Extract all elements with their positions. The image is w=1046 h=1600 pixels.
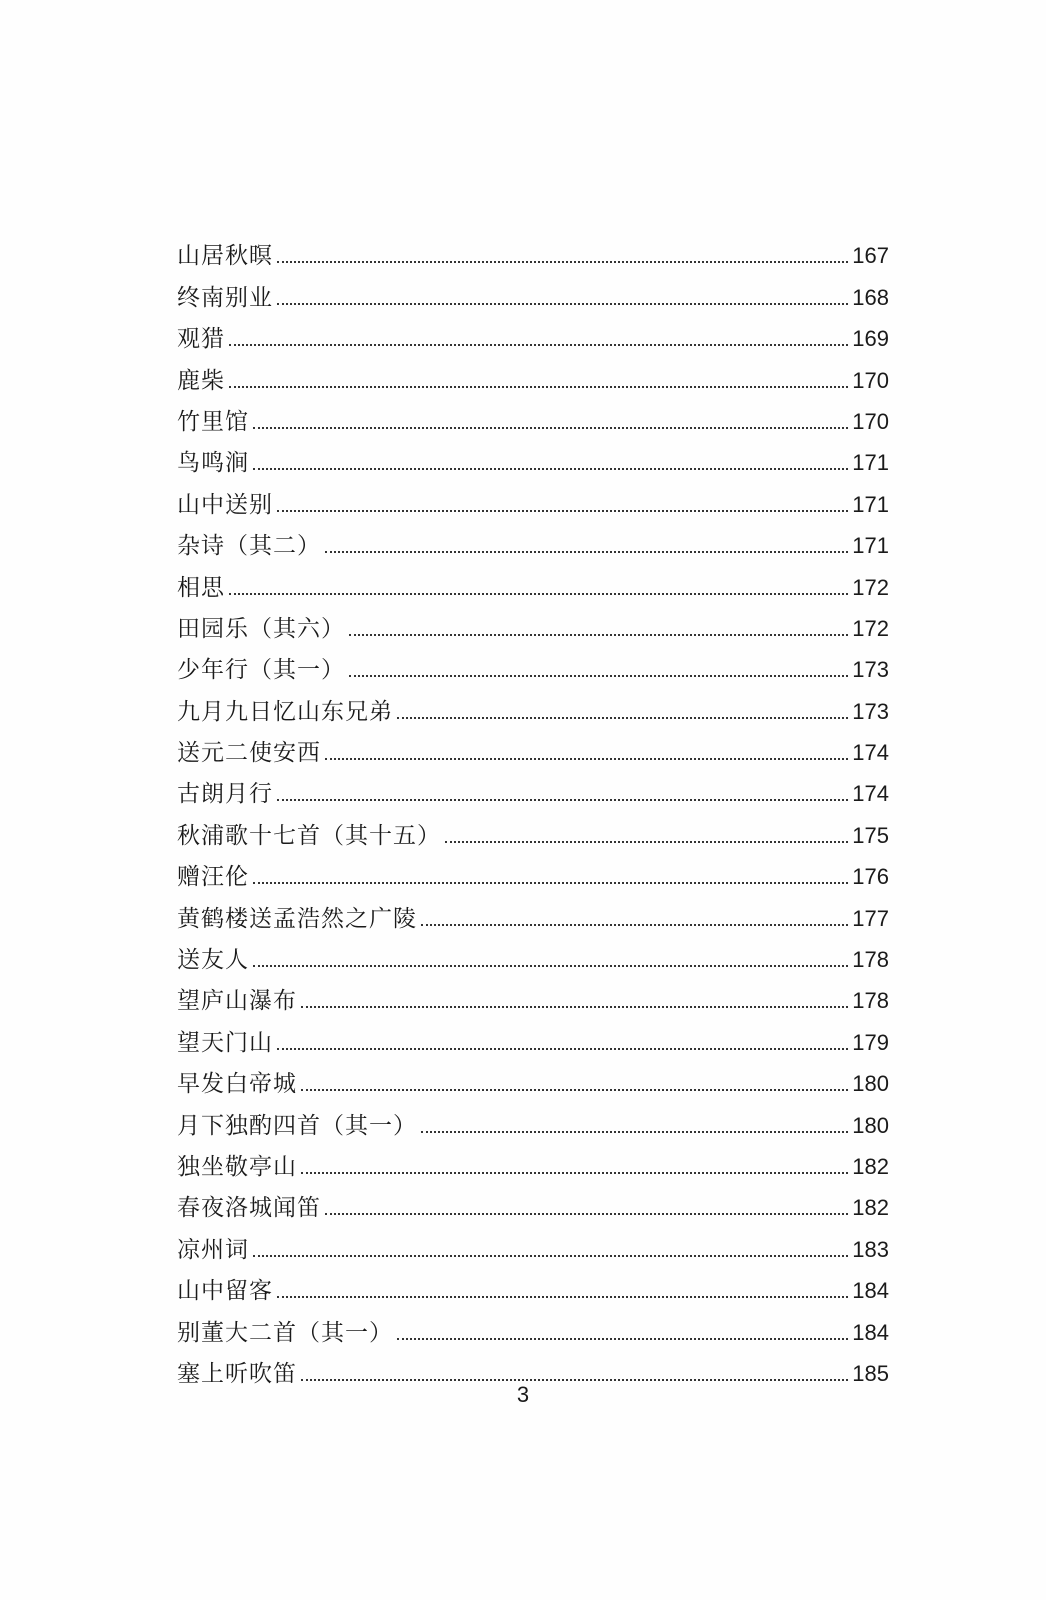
toc-entry — [177, 436, 889, 477]
toc-entry-title: 九月九日忆山东兄弟 — [177, 698, 393, 725]
toc-entry-title: 早发白帝城 — [177, 1071, 297, 1098]
toc-entry-title: 秋浦歌十七首（其十五） — [177, 822, 441, 849]
dot-leader — [349, 634, 848, 636]
toc-entry-title: 鸟鸣涧 — [177, 450, 249, 477]
toc-entry — [177, 395, 889, 436]
toc-entry-title: 终南别业 — [177, 284, 273, 311]
dot-leader — [421, 1131, 848, 1133]
dot-leader — [229, 344, 848, 346]
toc-entry-title: 送元二使安西 — [177, 740, 321, 767]
toc-entry-page: 182 — [852, 1153, 889, 1179]
toc-entry-page: 183 — [852, 1236, 889, 1262]
toc-entry-page: 170 — [852, 367, 889, 393]
toc-entry — [177, 808, 889, 849]
dot-leader — [397, 717, 848, 719]
toc-entry — [177, 1057, 889, 1098]
toc-entry — [177, 229, 889, 270]
dot-leader — [301, 1089, 848, 1091]
toc-entry-page: 167 — [852, 243, 889, 269]
toc-entry-title: 赠汪伦 — [177, 864, 249, 891]
toc-entry-title: 鹿柴 — [177, 367, 225, 394]
toc-entry — [177, 1015, 889, 1056]
toc-entry — [177, 1264, 889, 1305]
toc-entry-page: 176 — [852, 864, 889, 890]
dot-leader — [301, 1172, 848, 1174]
dot-leader — [445, 841, 848, 843]
toc-entry-title: 独坐敬亭山 — [177, 1153, 297, 1180]
toc-entry — [177, 1181, 889, 1222]
toc-entry-page: 171 — [852, 491, 889, 517]
toc-entry — [177, 1140, 889, 1181]
toc-entry — [177, 767, 889, 808]
toc-entry-page: 171 — [852, 533, 889, 559]
dot-leader — [277, 510, 848, 512]
dot-leader — [301, 1006, 848, 1008]
toc-entry — [177, 477, 889, 518]
toc-entry-page: 170 — [852, 408, 889, 434]
toc-entry-title: 黄鹤楼送孟浩然之广陵 — [177, 905, 417, 932]
toc-entry-page: 175 — [852, 822, 889, 848]
dot-leader — [277, 799, 848, 801]
toc-entry — [177, 602, 889, 643]
toc-entry — [177, 684, 889, 725]
dot-leader — [253, 882, 848, 884]
toc-entry-page: 174 — [852, 740, 889, 766]
toc-entry-page: 185 — [852, 1360, 889, 1386]
toc-entry — [177, 1305, 889, 1346]
dot-leader — [253, 427, 848, 429]
toc-entry-page: 179 — [852, 1029, 889, 1055]
toc-entry — [177, 850, 889, 891]
toc-entry-page: 182 — [852, 1195, 889, 1221]
toc-entry-page: 178 — [852, 947, 889, 973]
toc-entry — [177, 643, 889, 684]
toc-entry-page: 180 — [852, 1112, 889, 1138]
toc-entry-title: 春夜洛城闻笛 — [177, 1195, 321, 1222]
dot-leader — [277, 261, 848, 263]
toc-entry — [177, 891, 889, 932]
dot-leader — [325, 758, 848, 760]
dot-leader — [349, 675, 848, 677]
toc-entry-title: 月下独酌四首（其一） — [177, 1112, 417, 1139]
toc-entry-title: 杂诗（其二） — [177, 533, 321, 560]
dot-leader — [253, 468, 848, 470]
dot-leader — [253, 1255, 848, 1257]
dot-leader — [277, 303, 848, 305]
toc-entry — [177, 270, 889, 311]
dot-leader — [301, 1379, 848, 1381]
dot-leader — [229, 386, 848, 388]
toc-entry-title: 观猎 — [177, 326, 225, 353]
dot-leader — [277, 1048, 848, 1050]
dot-leader — [277, 1296, 848, 1298]
toc-entry — [177, 312, 889, 353]
toc-entry-page: 177 — [852, 905, 889, 931]
toc-entry-page: 178 — [852, 988, 889, 1014]
toc-entry-page: 173 — [852, 657, 889, 683]
toc-entry-page: 180 — [852, 1071, 889, 1097]
toc-entry-title: 山中送别 — [177, 491, 273, 518]
toc-entry-title: 古朗月行 — [177, 781, 273, 808]
toc-entry-page: 171 — [852, 450, 889, 476]
toc-entry — [177, 353, 889, 394]
dot-leader — [397, 1338, 848, 1340]
toc-entry-title: 凉州词 — [177, 1236, 249, 1263]
toc-entry-title: 望庐山瀑布 — [177, 988, 297, 1015]
toc-entry — [177, 560, 889, 601]
toc-entry-title: 山居秋暝 — [177, 243, 273, 270]
toc-entry-title: 少年行（其一） — [177, 657, 345, 684]
toc-entry — [177, 1098, 889, 1139]
toc-entry-page: 172 — [852, 615, 889, 641]
toc-entry-title: 竹里馆 — [177, 408, 249, 435]
toc-entry-page: 173 — [852, 698, 889, 724]
toc-entry-page: 172 — [852, 574, 889, 600]
toc-entry-title: 山中留客 — [177, 1278, 273, 1305]
page-number: 3 — [516, 1382, 530, 1407]
toc-entry-title: 望天门山 — [177, 1029, 273, 1056]
toc-entry — [177, 1222, 889, 1263]
toc-entry-title: 田园乐（其六） — [177, 615, 345, 642]
dot-leader — [325, 1213, 848, 1215]
toc-entry — [177, 726, 889, 767]
toc-entry — [177, 974, 889, 1015]
toc-entry-page: 169 — [852, 326, 889, 352]
toc-entry-title: 相思 — [177, 574, 225, 601]
toc-entry-page: 184 — [852, 1319, 889, 1345]
dot-leader — [421, 924, 848, 926]
toc-entry-title: 别董大二首（其一） — [177, 1319, 393, 1346]
table-of-contents — [177, 229, 889, 1388]
dot-leader — [325, 551, 848, 553]
toc-entry-page: 168 — [852, 284, 889, 310]
toc-entry-page: 184 — [852, 1278, 889, 1304]
dot-leader — [253, 965, 848, 967]
dot-leader — [229, 593, 848, 595]
toc-entry-title: 送友人 — [177, 947, 249, 974]
toc-entry-page: 174 — [852, 781, 889, 807]
toc-entry — [177, 933, 889, 974]
toc-entry — [177, 519, 889, 560]
toc-entry-title: 塞上听吹笛 — [177, 1360, 297, 1387]
